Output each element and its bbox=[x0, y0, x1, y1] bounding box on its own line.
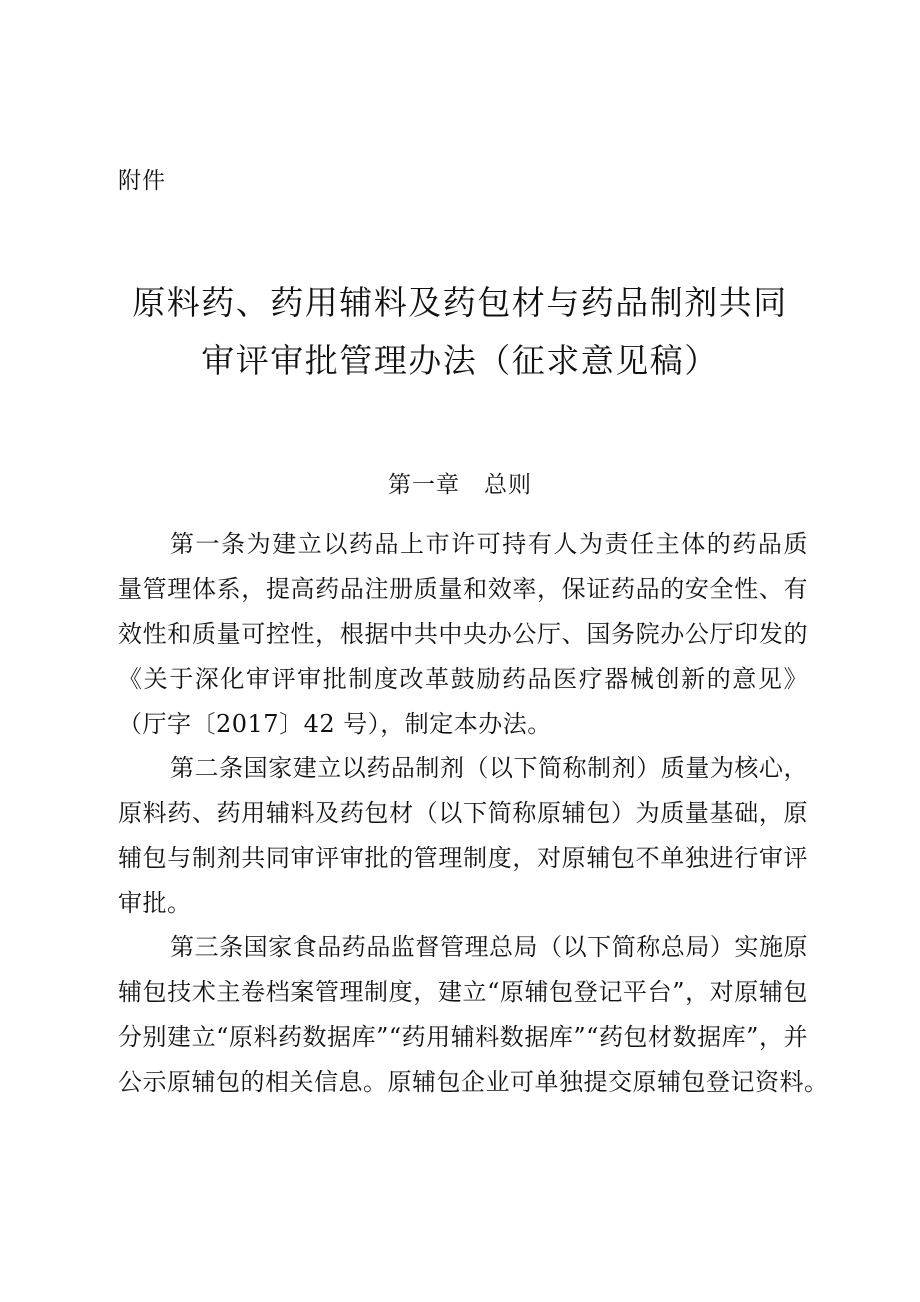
chapter-number: 第一章 bbox=[388, 472, 460, 498]
article-2-line: 审批。 bbox=[118, 889, 192, 917]
article-3-line: 辅包技术主卷档案管理制度，建立“原辅包登记平台”，对原辅包 bbox=[118, 978, 808, 1006]
article-1-line: 量管理体系，提高药品注册质量和效率，保证药品的安全性、有 bbox=[118, 575, 808, 603]
attachment-label: 附件 bbox=[118, 168, 166, 194]
article-3-line: 分别建立“原料药数据库”“药用辅料数据库”“药包材数据库”，并 bbox=[118, 1023, 808, 1051]
article-1-line: 效性和质量可控性，根据中共中央办公厅、国务院办公厅印发的 bbox=[118, 620, 808, 648]
article-2-line: 第二条国家建立以药品制剂（以下简称制剂）质量为核心， bbox=[170, 754, 808, 782]
article-2-line: 原料药、药用辅料及药包材（以下简称原辅包）为质量基础，原 bbox=[118, 799, 808, 827]
article-3-line: 第三条国家食品药品监督管理总局（以下简称总局）实施原 bbox=[170, 933, 808, 961]
article-1 bbox=[118, 522, 808, 747]
chapter-heading bbox=[0, 470, 920, 500]
article-1-line: 《关于深化审评审批制度改革鼓励药品医疗器械创新的意见》 bbox=[118, 665, 808, 693]
article-2-line: 辅包与制剂共同审评审批的管理制度，对原辅包不单独进行审评 bbox=[118, 844, 808, 872]
article-1-line: （厅字〔2017〕42 号），制定本办法。 bbox=[118, 710, 552, 738]
article-2 bbox=[118, 746, 808, 926]
article-3-line: 公示原辅包的相关信息。原辅包企业可单独提交原辅包登记资料。 bbox=[118, 1068, 829, 1096]
chapter-name: 总则 bbox=[484, 472, 532, 498]
article-1-line: 第一条为建立以药品上市许可持有人为责任主体的药品质 bbox=[170, 530, 808, 558]
document-title-line-2: 审评审批管理办法（征求意见稿） bbox=[201, 341, 719, 380]
article-3 bbox=[118, 925, 829, 1105]
document-title-line-1: 原料药、药用辅料及药包材与药品制剂共同 bbox=[132, 283, 788, 322]
